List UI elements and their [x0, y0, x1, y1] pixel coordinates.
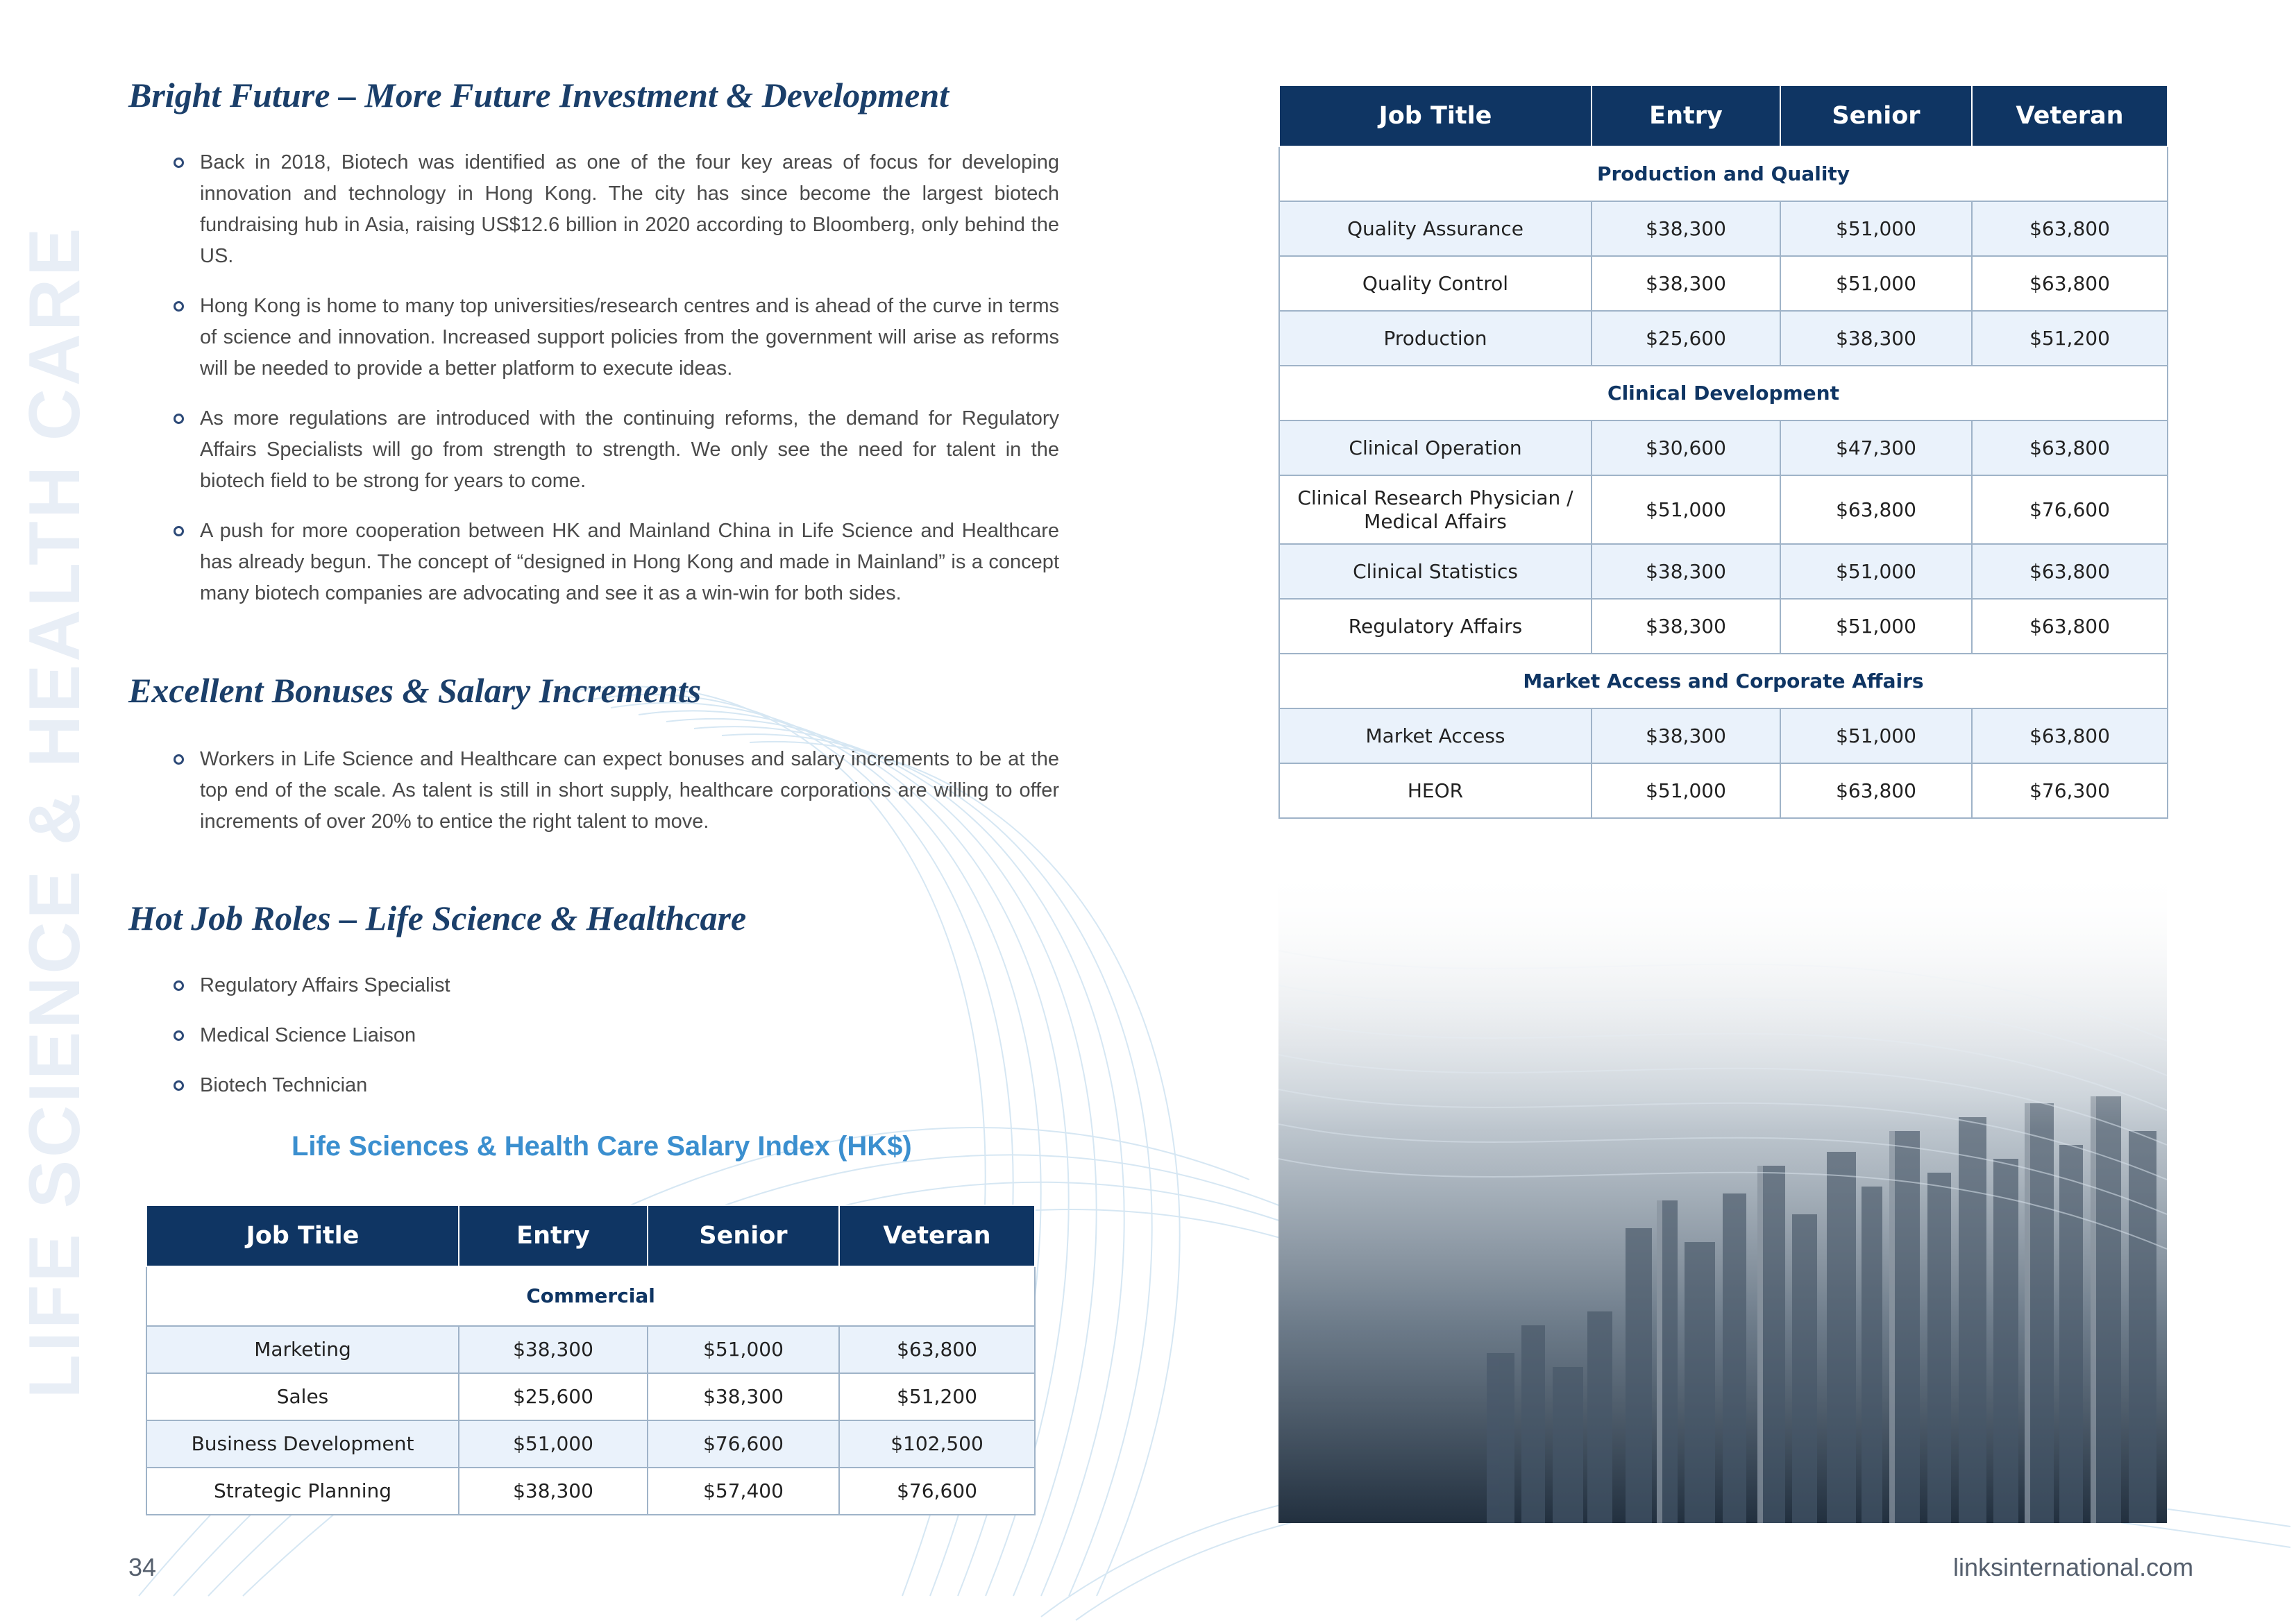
- column-header-senior: Senior: [1780, 85, 1972, 146]
- table-row: [1279, 420, 2168, 475]
- website-link[interactable]: linksinternational.com: [1953, 1553, 2194, 1581]
- job-title-cell: Strategic Planning: [146, 1468, 459, 1515]
- entry-salary-cell: $25,600: [1592, 311, 1780, 366]
- job-title-cell: Quality Assurance: [1279, 201, 1592, 256]
- entry-salary-cell: $38,300: [1592, 201, 1780, 256]
- veteran-salary-cell: $63,800: [1972, 599, 2168, 654]
- column-header-job-title: Job Title: [146, 1205, 459, 1266]
- table-row: [1279, 763, 2168, 818]
- entry-salary-cell: $25,600: [459, 1373, 648, 1420]
- job-title-cell: Regulatory Affairs: [1279, 599, 1592, 654]
- list-item: Regulatory Affairs Specialist: [132, 970, 1059, 1001]
- section-row: [1279, 366, 2168, 420]
- column-header-veteran: Veteran: [839, 1205, 1035, 1266]
- senior-salary-cell: $38,300: [1780, 311, 1972, 366]
- entry-salary-cell: $38,300: [1592, 708, 1780, 763]
- page-number: 34: [128, 1553, 157, 1581]
- job-title-cell: Market Access: [1279, 708, 1592, 763]
- salary-table-main: [1278, 85, 2168, 819]
- entry-salary-cell: $38,300: [1592, 599, 1780, 654]
- column-header-senior: Senior: [648, 1205, 839, 1266]
- heading-bonuses: Excellent Bonuses & Salary Increments: [128, 671, 702, 710]
- list-item: Workers in Life Science and Healthcare can expect bonuses and salary increments to be at the top end of the scale. As talent is still in short supply, healthcare corporations are willing to offer increments of over 20% to entice the right talent to move.: [132, 744, 1059, 838]
- entry-salary-cell: $38,300: [459, 1326, 648, 1373]
- senior-salary-cell: $51,000: [1780, 544, 1972, 599]
- job-title-cell: Clinical Operation: [1279, 420, 1592, 475]
- entry-salary-cell: $30,600: [1592, 420, 1780, 475]
- job-title-cell: Production: [1279, 311, 1592, 366]
- entry-salary-cell: $51,000: [1592, 475, 1780, 544]
- list-item: Hong Kong is home to many top universities/research centres and is ahead of the curve in terms of science and innovation. Increased support policies from the government will arise as reforms will be needed to provide a better platform to execute ideas.: [132, 291, 1059, 384]
- senior-salary-cell: $51,000: [1780, 201, 1972, 256]
- senior-salary-cell: $76,600: [648, 1420, 839, 1468]
- veteran-salary-cell: $63,800: [839, 1326, 1035, 1373]
- section-label: Market Access and Corporate Affairs: [1279, 654, 2168, 708]
- table-row: [1279, 475, 2168, 544]
- section-label: Clinical Development: [1279, 366, 2168, 420]
- entry-salary-cell: $38,300: [1592, 544, 1780, 599]
- job-title-cell: Clinical Research Physician / Medical Affairs: [1279, 475, 1592, 544]
- salary-index-title: Life Sciences & Health Care Salary Index (HK$): [292, 1131, 912, 1162]
- veteran-salary-cell: $63,800: [1972, 708, 2168, 763]
- senior-salary-cell: $57,400: [648, 1468, 839, 1515]
- senior-salary-cell: $38,300: [648, 1373, 839, 1420]
- section-row: [1279, 654, 2168, 708]
- section-label: Commercial: [146, 1266, 1035, 1326]
- table-row: [1279, 256, 2168, 311]
- section-label: Production and Quality: [1279, 146, 2168, 201]
- senior-salary-cell: $51,000: [1780, 256, 1972, 311]
- section-row: [1279, 146, 2168, 201]
- column-header-entry: Entry: [459, 1205, 648, 1266]
- senior-salary-cell: $63,800: [1780, 475, 1972, 544]
- job-title-cell: Business Development: [146, 1420, 459, 1468]
- veteran-salary-cell: $63,800: [1972, 256, 2168, 311]
- table-row: [1279, 708, 2168, 763]
- list-item: As more regulations are introduced with the continuing reforms, the demand for Regulatory Affairs Specialists will go from strength to strength. We only see the need for talent in the biotech field to be strong for years to come.: [132, 403, 1059, 497]
- city-skyline-photo: [1278, 867, 2167, 1523]
- table-row: [146, 1326, 1035, 1373]
- job-title-cell: Marketing: [146, 1326, 459, 1373]
- table-row: [1279, 599, 2168, 654]
- table-row: [146, 1420, 1035, 1468]
- senior-salary-cell: $51,000: [1780, 708, 1972, 763]
- list-item: Biotech Technician: [132, 1070, 1059, 1101]
- list-item: A push for more cooperation between HK and Mainland China in Life Science and Healthcare has already begun. The concept of “designed in Hong Kong and made in Mainland” is a concept many biotech companies are advocating and see it as a win-win for both sides.: [132, 516, 1059, 609]
- column-header-job-title: Job Title: [1279, 85, 1592, 146]
- column-header-entry: Entry: [1592, 85, 1780, 146]
- veteran-salary-cell: $76,300: [1972, 763, 2168, 818]
- table-row: [146, 1468, 1035, 1515]
- table-row: [146, 1373, 1035, 1420]
- entry-salary-cell: $38,300: [1592, 256, 1780, 311]
- job-title-cell: HEOR: [1279, 763, 1592, 818]
- veteran-salary-cell: $102,500: [839, 1420, 1035, 1468]
- senior-salary-cell: $47,300: [1780, 420, 1972, 475]
- veteran-salary-cell: $63,800: [1972, 201, 2168, 256]
- veteran-salary-cell: $63,800: [1972, 420, 2168, 475]
- list-item: Medical Science Liaison: [132, 1020, 1059, 1051]
- table-header-row: [1279, 85, 2168, 146]
- entry-salary-cell: $38,300: [459, 1468, 648, 1515]
- job-title-cell: Quality Control: [1279, 256, 1592, 311]
- job-title-cell: Sales: [146, 1373, 459, 1420]
- list-item: Back in 2018, Biotech was identified as one of the four key areas of focus for developing innovation and technology in Hong Kong. The city has since become the largest biotech fundraising hub in Asia, raising US$12.6 billion in 2020 according to Bloomberg, only behind the US.: [132, 147, 1059, 272]
- table-header-row: [146, 1205, 1035, 1266]
- veteran-salary-cell: $76,600: [839, 1468, 1035, 1515]
- entry-salary-cell: $51,000: [459, 1420, 648, 1468]
- hot-job-roles-list: [132, 970, 1059, 1120]
- senior-salary-cell: $63,800: [1780, 763, 1972, 818]
- veteran-salary-cell: $51,200: [1972, 311, 2168, 366]
- senior-salary-cell: $51,000: [1780, 599, 1972, 654]
- table-row: [1279, 544, 2168, 599]
- senior-salary-cell: $51,000: [648, 1326, 839, 1373]
- vertical-section-title: LIFE SCIENCE & HEALTH CARE: [15, 225, 95, 1399]
- bright-future-bullet-list: [132, 147, 1059, 628]
- salary-table-commercial: [146, 1205, 1036, 1515]
- veteran-salary-cell: $63,800: [1972, 544, 2168, 599]
- bonuses-bullet-list: [132, 744, 1059, 856]
- table-row: [1279, 201, 2168, 256]
- table-row: [1279, 311, 2168, 366]
- heading-bright-future: Bright Future – More Future Investment & Development: [128, 76, 949, 114]
- veteran-salary-cell: $51,200: [839, 1373, 1035, 1420]
- heading-hot-job-roles: Hot Job Roles – Life Science & Healthcare: [128, 899, 747, 937]
- entry-salary-cell: $51,000: [1592, 763, 1780, 818]
- job-title-cell: Clinical Statistics: [1279, 544, 1592, 599]
- section-row: [146, 1266, 1035, 1326]
- column-header-veteran: Veteran: [1972, 85, 2168, 146]
- veteran-salary-cell: $76,600: [1972, 475, 2168, 544]
